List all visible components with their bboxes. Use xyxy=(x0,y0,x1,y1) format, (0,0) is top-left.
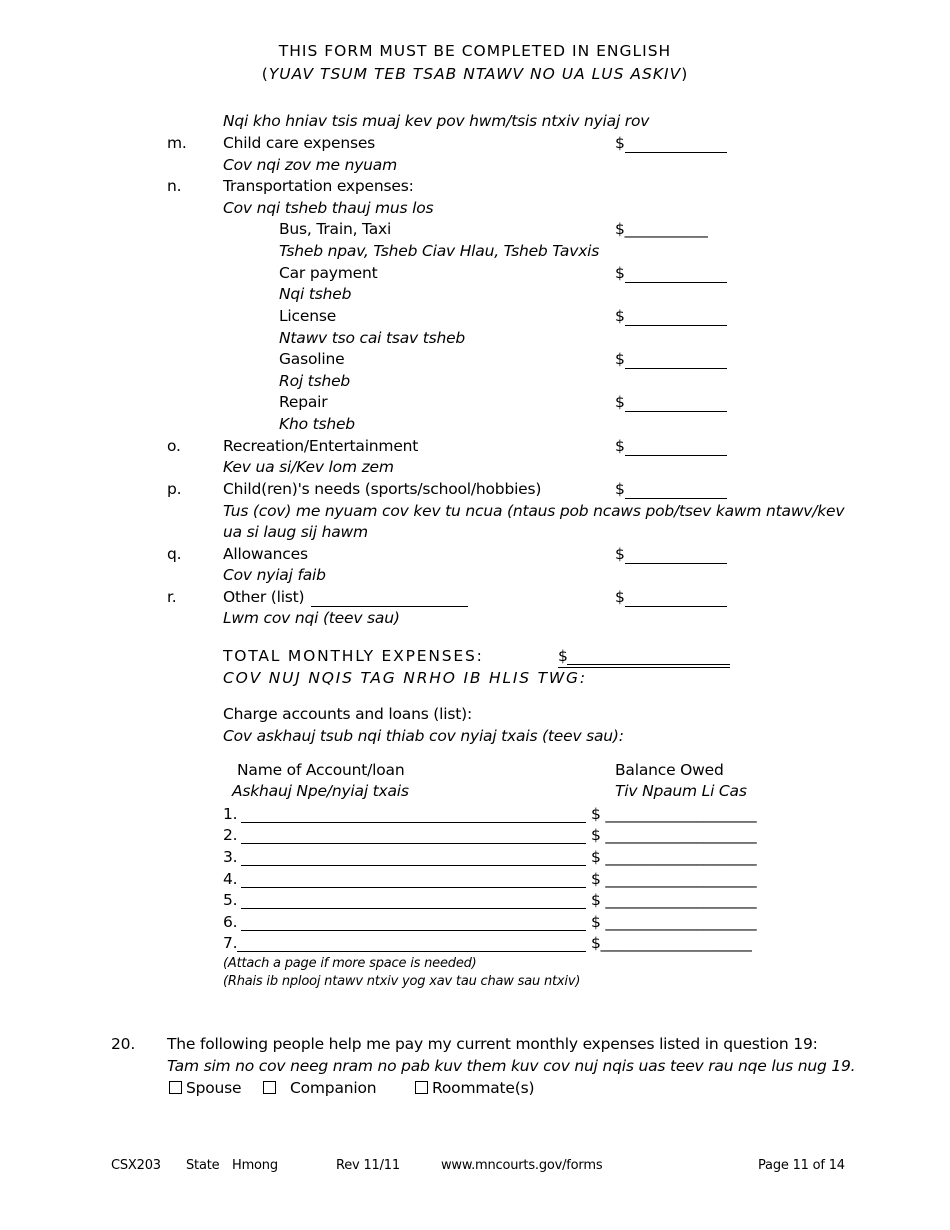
car-payment-amount-field[interactable] xyxy=(625,282,727,283)
account-name-field[interactable] xyxy=(237,951,586,952)
footer-language: Hmong xyxy=(232,1158,278,1173)
recreation-hmong: Kev ua si/Kev lom zem xyxy=(223,458,394,476)
item-letter-n: n. xyxy=(167,177,182,195)
currency-symbol: $ xyxy=(615,545,625,563)
other-hmong: Lwm cov nqi (teev sau) xyxy=(223,609,400,627)
balance-owed-header-hmong: Tiv Npaum Li Cas xyxy=(615,782,747,800)
account-name-field[interactable] xyxy=(241,843,586,844)
footer-page-number: Page 11 of 14 xyxy=(758,1158,845,1173)
currency-symbol: $ xyxy=(615,350,625,368)
account-name-header-hmong: Askhauj Npe/nyiaj txais xyxy=(232,782,409,800)
balance-field[interactable]: $____________________ xyxy=(591,934,752,952)
row-number: 6. xyxy=(223,913,238,931)
balance-field[interactable]: $ ____________________ xyxy=(591,805,757,823)
currency-symbol: $ xyxy=(615,588,625,606)
total-amount-field[interactable] xyxy=(567,664,730,665)
childrens-needs-amount-field[interactable] xyxy=(625,498,727,499)
question-20-text: The following people help me pay my current monthly expenses listed in question 19: xyxy=(167,1035,818,1053)
childrens-needs-label: Child(ren)'s needs (sports/school/hobbies) xyxy=(223,480,542,498)
license-hmong: Ntawv tso cai tsav tsheb xyxy=(279,329,466,347)
attach-note-hmong: (Rhais ib nplooj ntawv ntxiv yog xav tau chaw sau ntxiv) xyxy=(223,974,581,989)
companion-checkbox[interactable] xyxy=(263,1081,276,1094)
balance-field[interactable]: $ ____________________ xyxy=(591,848,757,866)
row-number: 3. xyxy=(223,848,238,866)
gasoline-label: Gasoline xyxy=(279,350,345,368)
balance-field[interactable]: $ ____________________ xyxy=(591,913,757,931)
repair-amount-field[interactable] xyxy=(625,411,727,412)
form-subtitle: (YUAV TSUM TEB TSAB NTAWV NO UA LUS ASKIV) xyxy=(261,65,689,83)
bus-label: Bus, Train, Taxi xyxy=(279,220,392,238)
attach-note: (Attach a page if more space is needed) xyxy=(223,956,477,971)
license-amount-field[interactable] xyxy=(625,325,727,326)
gasoline-amount-field[interactable] xyxy=(625,368,727,369)
charge-accounts-hmong: Cov askhauj tsub nqi thiab cov nyiaj txais (teev sau): xyxy=(223,727,624,745)
license-label: License xyxy=(279,307,337,325)
balance-owed-header: Balance Owed xyxy=(615,761,724,779)
transportation-hmong: Cov nqi tsheb thauj mus los xyxy=(223,199,434,217)
intro-hmong: Nqi kho hniav tsis muaj kev pov hwm/tsis ntxiv nyiaj rov xyxy=(223,112,650,130)
account-name-header: Name of Account/loan xyxy=(237,761,405,779)
account-name-field[interactable] xyxy=(241,865,586,866)
other-list-field[interactable] xyxy=(311,606,468,607)
currency-symbol: $ xyxy=(615,480,625,498)
roommate-checkbox[interactable] xyxy=(415,1081,428,1094)
balance-field[interactable]: $ ____________________ xyxy=(591,891,757,909)
car-payment-hmong: Nqi tsheb xyxy=(279,285,352,303)
currency-symbol: $ xyxy=(615,307,625,325)
currency-symbol: $ xyxy=(615,264,625,282)
question-number: 20. xyxy=(111,1035,136,1053)
row-number: 4. xyxy=(223,870,238,888)
charge-accounts-label: Charge accounts and loans (list): xyxy=(223,705,472,723)
balance-field[interactable]: $ ____________________ xyxy=(591,870,757,888)
row-number: 1. xyxy=(223,805,238,823)
account-name-field[interactable] xyxy=(241,822,586,823)
spouse-option[interactable] xyxy=(169,1079,241,1097)
repair-label: Repair xyxy=(279,393,328,411)
total-double-underline xyxy=(558,667,730,668)
allowances-label: Allowances xyxy=(223,545,308,563)
footer-state: State xyxy=(186,1158,220,1173)
row-number: 5. xyxy=(223,891,238,909)
child-care-hmong: Cov nqi zov me nyuam xyxy=(223,156,398,174)
bus-hmong: Tsheb npav, Tsheb Ciav Hlau, Tsheb Tavxis xyxy=(279,242,600,260)
currency-symbol: $ xyxy=(615,393,625,411)
item-letter-r: r. xyxy=(167,588,177,606)
item-letter-q: q. xyxy=(167,545,182,563)
spouse-label: Spouse xyxy=(186,1079,242,1097)
item-letter-p: p. xyxy=(167,480,182,498)
other-label: Other (list) xyxy=(223,588,305,606)
allowances-amount-field[interactable] xyxy=(625,563,727,564)
roommate-label: Roommate(s) xyxy=(432,1079,535,1097)
currency-symbol: $ xyxy=(615,437,625,455)
balance-field[interactable]: $ ____________________ xyxy=(591,826,757,844)
currency-symbol: $ xyxy=(558,647,568,665)
childrens-needs-hmong-2: ua si laug sij hawm xyxy=(223,523,368,541)
spouse-checkbox[interactable] xyxy=(169,1081,182,1094)
item-letter-o: o. xyxy=(167,437,181,455)
row-number: 2. xyxy=(223,826,238,844)
other-amount-field[interactable] xyxy=(625,606,727,607)
total-label: TOTAL MONTHLY EXPENSES: xyxy=(223,647,484,665)
account-name-field[interactable] xyxy=(241,930,586,931)
account-name-field[interactable] xyxy=(241,908,586,909)
total-hmong: COV NUJ NQIS TAG NRHO IB HLIS TWG: xyxy=(223,669,587,687)
footer-form-number: CSX203 xyxy=(111,1158,161,1173)
bus-amount-field[interactable]: $___________ xyxy=(615,220,708,238)
companion-option[interactable] xyxy=(263,1079,376,1097)
child-care-label: Child care expenses xyxy=(223,134,376,152)
repair-hmong: Kho tsheb xyxy=(279,415,355,433)
footer-url[interactable]: www.mncourts.gov/forms xyxy=(441,1158,603,1173)
allowances-hmong: Cov nyiaj faib xyxy=(223,566,326,584)
gasoline-hmong: Roj tsheb xyxy=(279,372,351,390)
item-letter-m: m. xyxy=(167,134,187,152)
transportation-label: Transportation expenses: xyxy=(223,177,414,195)
currency-symbol: $ xyxy=(615,134,625,152)
footer-revision: Rev 11/11 xyxy=(336,1158,400,1173)
car-payment-label: Car payment xyxy=(279,264,378,282)
question-20-hmong: Tam sim no cov neeg nram no pab kuv them kuv cov nuj nqis uas teev rau nqe lus nug 19. xyxy=(167,1057,856,1075)
form-title: THIS FORM MUST BE COMPLETED IN ENGLISH xyxy=(278,42,672,60)
account-name-field[interactable] xyxy=(241,887,586,888)
childrens-needs-hmong-1: Tus (cov) me nyuam cov kev tu ncua (ntaus pob ncaws pob/tsev kawm ntawv/kev xyxy=(223,502,845,520)
companion-label: Companion xyxy=(290,1079,377,1097)
recreation-amount-field[interactable] xyxy=(625,455,727,456)
recreation-label: Recreation/Entertainment xyxy=(223,437,419,455)
row-number: 7. xyxy=(223,934,238,952)
child-care-amount-field[interactable] xyxy=(625,152,727,153)
roommate-option[interactable] xyxy=(415,1079,534,1097)
